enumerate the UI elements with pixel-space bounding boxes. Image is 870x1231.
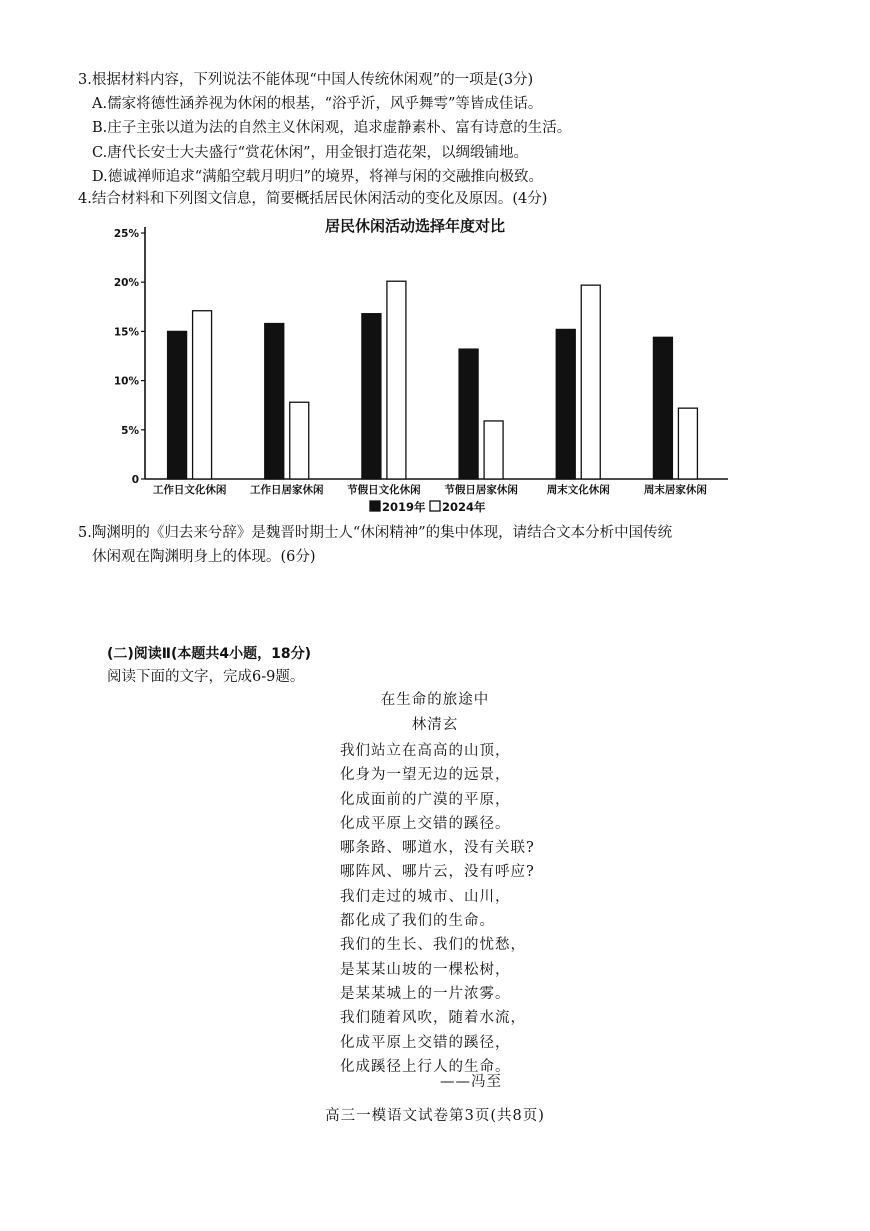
legend-label: 2024年	[442, 500, 486, 514]
poem-line: 是某某城上的一片浓雾。	[340, 985, 511, 1002]
bar-series-1	[653, 337, 672, 479]
bar-series-2	[290, 402, 309, 479]
poem-line: 化身为一望无边的远景，	[340, 767, 511, 784]
bar-series-1	[362, 314, 381, 479]
legend-label: 2019年	[382, 500, 426, 514]
poem-line: 我们的生长、我们的忧愁，	[340, 937, 526, 954]
poem-line: 我们站立在高高的山顶，	[340, 743, 511, 759]
category-label: 工作日居家休闲	[250, 484, 324, 496]
poem-signature: ——冯至	[440, 1074, 502, 1090]
question-5-stem-line2: 休闲观在陶渊明身上的体现。(6分)	[92, 549, 316, 565]
category-label: 工作日文化休闲	[152, 484, 227, 496]
poem-line: 我们走过的城市、山川，	[340, 888, 511, 905]
y-tick-label: 25%	[113, 228, 139, 240]
bar-series-2	[678, 408, 697, 479]
category-label: 周末文化休闲	[546, 484, 610, 496]
bar-series-2	[193, 311, 212, 479]
y-tick-label: 15%	[113, 326, 139, 339]
y-tick-label: 0	[131, 474, 139, 486]
bar-series-2	[484, 421, 503, 479]
poem-line: 哪阵风、哪片云，没有呼应?	[340, 864, 535, 881]
poem-line: 化成平原上交错的蹊径，	[340, 1034, 511, 1051]
question-3-option-a: A.儒家将德性涵养视为休闲的根基，“浴乎沂，风乎舞雩”等皆成佳话。	[92, 96, 543, 112]
question-4-stem: 4.结合材料和下列图文信息，简要概括居民休闲活动的变化及原因。(4分)	[78, 191, 548, 207]
section-heading: (二)阅读Ⅱ(本题共4小题，18分)	[107, 646, 312, 662]
bar-series-2	[387, 281, 406, 479]
poem-line: 哪条路、哪道水，没有关联?	[340, 840, 535, 857]
legend-swatch	[430, 501, 440, 511]
poem-line: 我们随着风吹，随着水流，	[340, 1010, 526, 1027]
poem-line: 都化成了我们的生命。	[340, 913, 495, 930]
bar-series-1	[265, 324, 284, 479]
poem-body	[340, 739, 535, 1079]
poem-line: 化成平原上交错的蹊径。	[340, 815, 511, 832]
y-tick-label: 5%	[121, 424, 139, 437]
category-label: 节假日文化休闲	[347, 484, 421, 496]
y-tick-label: 20%	[113, 277, 139, 290]
y-tick-label: 10%	[113, 375, 139, 388]
poem-author: 林清玄	[411, 717, 459, 733]
question-3-stem: 3.根据材料内容，下列说法不能体现“中国人传统休闲观”的一项是(3分)	[78, 72, 534, 88]
bar-series-2	[581, 285, 600, 479]
question-3-option-c: C.唐代长安士大夫盛行“赏花休闲”，用金银打造花架，以绸缎铺地。	[92, 145, 529, 161]
question-3-option-d: D.德诚禅师追求“满船空载月明归”的境界，将禅与闲的交融推向极致。	[92, 169, 544, 185]
poem-line: 化成蹊径上行人的生命。	[340, 1058, 511, 1075]
question-5-stem-line1: 5.陶渊明的《归去来兮辞》是魏晋时期士人“休闲精神”的集中体现，请结合文本分析中国传统	[78, 525, 673, 541]
bar-chart	[100, 205, 740, 521]
category-label: 周末居家休闲	[643, 484, 707, 496]
bar-series-1	[168, 331, 187, 479]
bar-series-1	[556, 329, 575, 479]
bar-series-1	[459, 349, 478, 479]
poem-line: 是某某山坡的一棵松树，	[340, 961, 511, 978]
question-3-option-b: B.庄子主张以道为法的自然主义休闲观，追求虚静素朴、富有诗意的生活。	[92, 120, 572, 136]
page-footer: 高三一模语文试卷第3页(共8页)	[325, 1108, 545, 1124]
section-intro: 阅读下面的文字，完成6-9题。	[107, 669, 305, 685]
chart-title: 居民休闲活动选择年度对比	[324, 217, 506, 235]
legend-swatch	[370, 501, 380, 511]
poem-line: 化成面前的广漠的平原，	[340, 791, 511, 808]
poem-title: 在生命的旅途中	[380, 692, 490, 708]
category-label: 节假日居家休闲	[444, 484, 518, 496]
